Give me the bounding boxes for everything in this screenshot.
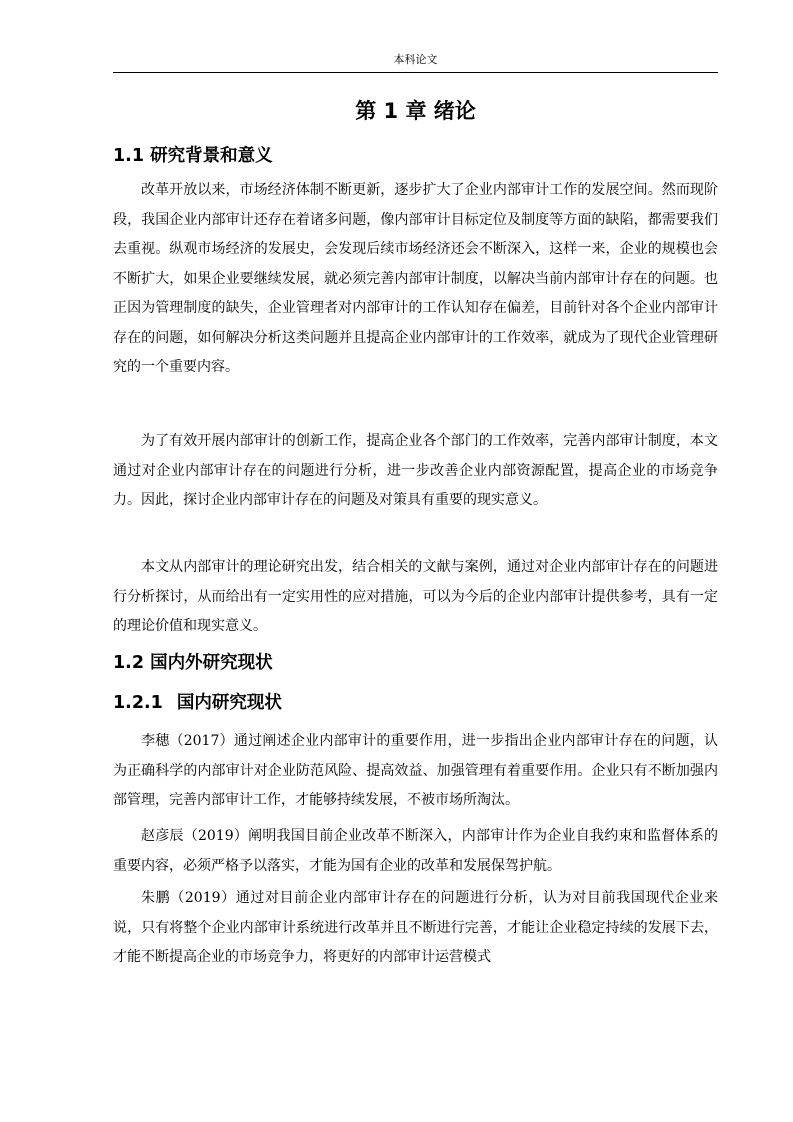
subsection-number: 1.2.1 <box>113 693 163 713</box>
subsection-title: 国内研究现状 <box>176 693 282 713</box>
section-title: 国内外研究现状 <box>150 653 273 673</box>
chapter-title: 第 1 章 绪论 <box>355 99 476 123</box>
subsection-heading-1-2-1 <box>113 690 282 716</box>
section-number: 1.2 <box>113 653 145 673</box>
section-heading-1-2 <box>113 650 273 676</box>
section-title: 研究背景和意义 <box>150 146 273 166</box>
paragraph: 为了有效开展内部审计的创新工作，提高企业各个部门的工作效率，完善内部审计制度，本文通过对企业内部审计存在的问题进行分析，进一步改善企业内部资源配置，提高企业的市场竞争力。因此，探讨企业内部审计存在的问题及对策具有重要的现实意义。 <box>113 433 718 508</box>
header-divider <box>113 72 718 73</box>
running-header: 本科论文 <box>393 53 438 66</box>
paragraph: 赵彦辰（2019）阐明我国目前企业改革不断深入，内部审计作为企业自我约束和监督体系的重要内容，必须严格予以落实，才能为国有企业的改革和发展保驾护航。 <box>113 828 718 874</box>
paragraph: 改革开放以来，市场经济体制不断更新，逐步扩大了企业内部审计工作的发展空间。然而现阶段，我国企业内部审计还存在着诸多问题，像内部审计目标定位及制度等方面的缺陷，都需要我们去重视。纵观市场经济的发展史，会发现后续市场经济还会不断深入，这样一来，企业的规模也会不断扩大，如果企业要继续发展，就必须完善内部审计制度，以解决当前内部审计存在的问题。也正因为管理制度的缺失，企业管理者对内部审计的工作认知存在偏差，目前针对各个企业内部审计存在的问题，如何解决分析这类问题并且提高企业内部审计的工作效率，就成为了现代企业管理研究的一个重要内容。 <box>113 182 718 375</box>
paragraph: 本文从内部审计的理论研究出发，结合相关的文献与案例，通过对企业内部审计存在的问题进行分析探讨，从而给出有一定实用性的应对措施，可以为今后的企业内部审计提供参考，具有一定的理论价值和现实意义。 <box>113 559 718 634</box>
section-number: 1.1 <box>113 146 145 166</box>
paragraph: 李穗（2017）通过阐述企业内部审计的重要作用，进一步指出企业内部审计存在的问题，认为正确科学的内部审计对企业防范风险、提高效益、加强管理有着重要作用。企业只有不断加强内部管理，完善内部审计工作，才能够持续发展，不被市场所淘汰。 <box>113 733 718 808</box>
paragraph: 朱鹏（2019）通过对目前企业内部审计存在的问题进行分析，认为对目前我国现代企业来说，只有将整个企业内部审计系统进行改革并且不断进行完善，才能让企业稳定持续的发展下去，才能不断提高企业的市场竞争力，将更好的内部审计运营模式 <box>113 890 718 965</box>
section-heading-1-1 <box>113 143 273 169</box>
